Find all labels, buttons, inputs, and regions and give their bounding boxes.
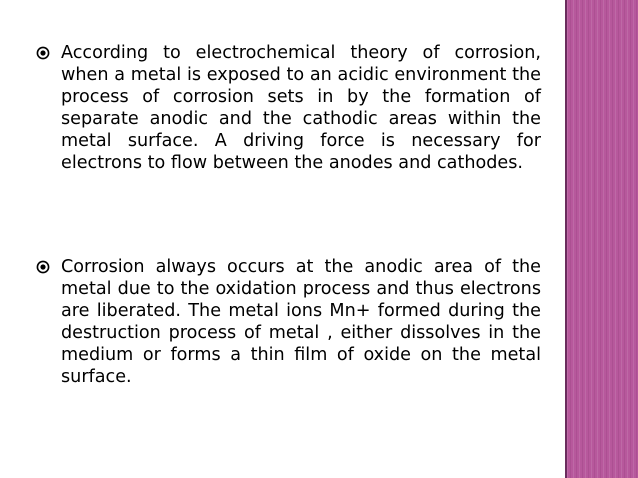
circled-dot-icon: [36, 46, 50, 60]
bullet-text-1: According to electrochemical theory of corrosion, when a metal is exposed to an acidic environment the process of corrosion sets in by the formation of separate anodic and the cathodic areas within the metal surface. A driving force is necessary for electrons to flow between the anodes and cathodes.: [61, 43, 541, 173]
decorative-side-bar: [567, 0, 638, 478]
bullet-text-2: Corrosion always occurs at the anodic area of the metal due to the oxidation process and thus electrons are liberated. The metal ions Mn+ formed during the destruction process of metal , either dissolves in the medium or forms a thin film of oxide on the metal surface.: [61, 257, 541, 387]
circled-dot-icon: [36, 260, 50, 274]
